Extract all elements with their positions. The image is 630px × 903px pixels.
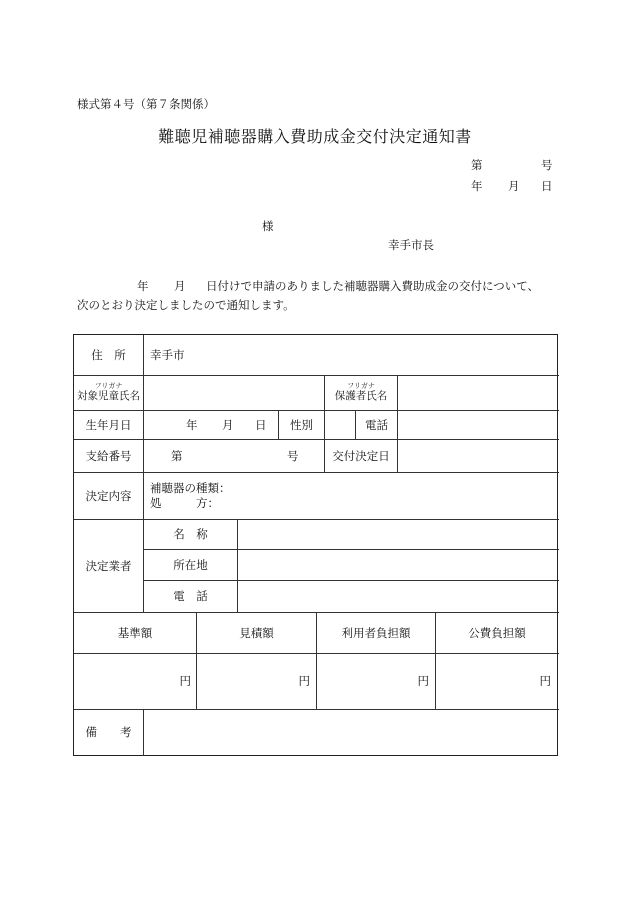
date-year: 年 (471, 179, 483, 193)
guardian-name-field[interactable] (398, 375, 558, 410)
child-name-label (74, 375, 143, 410)
vendor-name-label: 名 称 (173, 527, 208, 541)
vendor-name-field[interactable] (238, 519, 558, 549)
vendor-phone-field[interactable] (238, 580, 558, 612)
payment-prefix: 第 (171, 448, 183, 463)
prescription-label: 処 方： (150, 495, 219, 510)
form-number: 様式第４号（第７条関係） (77, 97, 215, 111)
decision-content-label: 決定内容 (85, 488, 132, 503)
phone-label: 電話 (365, 417, 388, 432)
yen-unit: 円 (417, 674, 429, 688)
hearing-aid-type-label: 補聴器の種類： (150, 481, 231, 496)
vendor-address-label: 所在地 (173, 557, 208, 572)
body-line1: 日付けで申請のありました補聴器購入費助成金の交付について、 (206, 279, 540, 293)
public-burden-field[interactable] (436, 653, 551, 709)
body-year: 年 (137, 279, 149, 293)
decision-table (73, 334, 558, 756)
address-value[interactable]: 幸手市 (150, 348, 185, 362)
estimate-amount-field[interactable] (197, 653, 310, 709)
body-line2: 次のとおり決定しましたので通知します。 (77, 298, 295, 312)
child-name-text: 対象児童氏名 (77, 390, 140, 403)
gender-field[interactable] (325, 410, 355, 439)
guardian-furigana-label: フリガナ (347, 381, 375, 390)
birth-month: 月 (222, 417, 234, 432)
guardian-name-text: 保護者氏名 (334, 390, 388, 403)
date-month: 月 (508, 179, 520, 193)
number-prefix: 第 (471, 158, 483, 172)
payment-suffix: 号 (287, 448, 299, 463)
vendor-address-field[interactable] (238, 549, 558, 580)
gender-label: 性別 (290, 417, 313, 432)
decision-date-field[interactable] (398, 439, 558, 472)
phone-field[interactable] (398, 410, 558, 439)
yen-unit: 円 (539, 674, 551, 688)
public-burden-header: 公費負担額 (468, 625, 526, 640)
remarks-field[interactable] (144, 709, 558, 755)
yen-unit: 円 (179, 674, 191, 688)
child-furigana-label: フリガナ (94, 381, 123, 390)
estimate-amount-header: 見積額 (239, 625, 274, 640)
number-suffix: 号 (541, 158, 553, 172)
body-month: 月 (174, 279, 186, 293)
user-burden-field[interactable] (317, 653, 429, 709)
standard-amount-header: 基準額 (117, 625, 153, 640)
decision-date-label: 交付決定日 (332, 448, 390, 463)
birth-day: 日 (255, 417, 267, 432)
birth-year: 年 (186, 417, 198, 432)
vendor-phone-label: 電 話 (173, 589, 208, 603)
addressee-suffix: 様 (262, 219, 274, 233)
child-name-field[interactable] (144, 375, 324, 410)
date-day: 日 (541, 179, 553, 193)
standard-amount-field[interactable] (74, 653, 191, 709)
yen-unit: 円 (298, 674, 310, 688)
payment-no-label: 支給番号 (85, 448, 132, 463)
address-label: 住 所 (91, 348, 126, 362)
guardian-name-label (325, 375, 397, 410)
user-burden-header: 利用者負担額 (341, 625, 411, 640)
remarks-label: 備 考 (85, 725, 132, 739)
issuer: 幸手市長 (388, 238, 434, 252)
document-title: 難聴児補聴器購入費助成金交付決定通知書 (158, 127, 472, 146)
decision-content (150, 472, 450, 519)
vendor-label: 決定業者 (85, 558, 132, 573)
birthdate-label: 生年月日 (85, 417, 132, 432)
